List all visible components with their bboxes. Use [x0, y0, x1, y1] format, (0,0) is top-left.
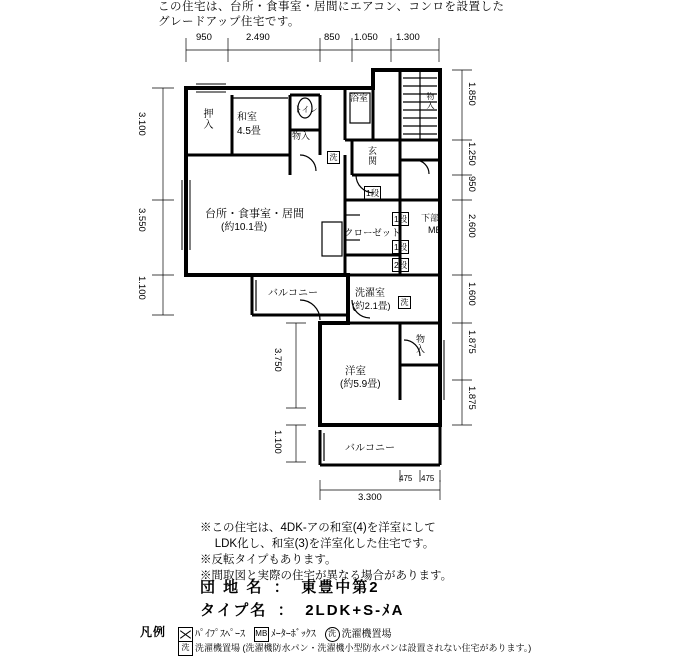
room-label-balcony-2: バルコニー [345, 443, 395, 454]
step-label-2: 1段 [394, 214, 408, 224]
legend-footer-text: 洗濯機置場 (洗濯機防水パン・洗濯機小型防水パンは設置されない住宅があります。) [195, 643, 532, 654]
room-label-laundry-size: (約2.1畳) [352, 301, 391, 312]
room-label-oshiire: 押入 [201, 108, 212, 130]
legend-title: 凡例 [140, 625, 167, 639]
room-label-monoire-1: 物入 [292, 131, 311, 141]
dim-top-2: 2.490 [246, 32, 270, 43]
legend-item-2-text: ﾒｰﾀｰﾎﾞｯｸｽ [270, 629, 316, 640]
step-label-1: 1段 [366, 188, 380, 198]
washer-mark-1: 洗 [398, 296, 411, 309]
room-label-monoire-3: 物入 [415, 334, 425, 354]
dim-right-1: 1.850 [466, 82, 477, 106]
dim-left-3: 1.100 [136, 276, 147, 300]
dim-left-2: 3.550 [136, 208, 147, 232]
dim-bottom-1: 3.300 [358, 492, 382, 503]
room-label-balcony-1: バルコニー [268, 288, 318, 299]
meter-box-icon: MB [254, 627, 269, 642]
estate-name-row [200, 576, 380, 597]
step-label-4: 2段 [394, 260, 408, 270]
dim-right-7: 1.875 [466, 386, 477, 410]
dim-right-3: 950 [466, 176, 477, 192]
dim-bottom-3: 475 [421, 474, 435, 483]
dim-right-2: 1.250 [466, 142, 477, 166]
dim-top-3: 850 [324, 32, 340, 43]
legend-footer [178, 641, 531, 656]
room-label-toilet: トイレ [294, 105, 318, 114]
room-label-yoshitsu-size: (約5.9畳) [340, 379, 381, 390]
dim-top-4: 1.050 [354, 32, 378, 43]
footnote-1: ※この住宅は、4DK-アの和室(4)を洋室にして [200, 522, 436, 534]
dim-inner-1: 3.750 [272, 348, 283, 372]
legend-items [178, 625, 392, 642]
dim-left-1: 3.100 [136, 112, 147, 136]
room-label-mb-sub: MB [428, 225, 442, 235]
room-label-yoshitsu: 洋室 [345, 365, 366, 377]
room-label-closet: クローゼット [344, 228, 401, 239]
dim-top-5: 1.300 [396, 32, 420, 43]
room-label-washitsu-size: 4.5畳 [237, 126, 261, 137]
type-name-row [200, 599, 404, 620]
room-label-mb: 下部 [421, 213, 440, 223]
footnote-2: LDK化し、和室(3)を洋室化した住宅です。 [200, 538, 435, 550]
dim-right-4: 2.600 [466, 214, 477, 238]
dim-right-6: 1.875 [466, 330, 477, 354]
room-label-bath: 浴室 [350, 93, 369, 103]
room-label-washitsu: 和室 [237, 112, 257, 123]
washer-mark-2: 洗 [327, 151, 340, 164]
legend-item-3-text: 洗濯機置場 [341, 629, 392, 640]
dim-bottom-2: 475 [399, 474, 413, 483]
type-name-label: タイプ名 [200, 602, 268, 619]
top-note-line-2: グレードアップ住宅です。 [158, 16, 300, 28]
room-label-monoire-2: 物入 [426, 92, 435, 110]
legend-item-1-text: ﾊﾟｲﾌﾟｽﾍﾟｰｽ [195, 629, 245, 640]
footnote-3: ※反転タイプもあります。 [200, 554, 337, 566]
room-label-genkan: 玄関 [367, 146, 377, 166]
type-name-value: 2LDK+S-ﾒA [305, 602, 405, 619]
washer-icon: 洗 [325, 627, 340, 642]
dim-inner-2: 1.100 [272, 430, 283, 454]
step-label-3: 1段 [394, 242, 408, 252]
type-name-sep: ： [277, 602, 295, 619]
room-label-ldk: 台所・食事室・居間 [205, 208, 304, 220]
pipe-space-icon [178, 627, 193, 642]
room-label-laundry: 洗濯室 [355, 288, 385, 299]
footnotes [200, 520, 670, 584]
dim-right-5: 1.600 [466, 282, 477, 306]
estate-name-sep: ： [273, 579, 291, 596]
top-note-line-1: この住宅は、台所・食事室・居間にエアコン、コンロを設置した [158, 1, 505, 13]
footnote-4: ※間取図と実際の住宅が異なる場合があります。 [200, 570, 453, 582]
dim-top-1: 950 [196, 32, 212, 43]
room-label-ldk-size: (約10.1畳) [221, 222, 268, 233]
washer-pan-icon: 洗 [178, 641, 193, 656]
estate-name-label: 団 地 名 [200, 579, 264, 596]
estate-name-value: 東豊中第2 [301, 579, 380, 596]
